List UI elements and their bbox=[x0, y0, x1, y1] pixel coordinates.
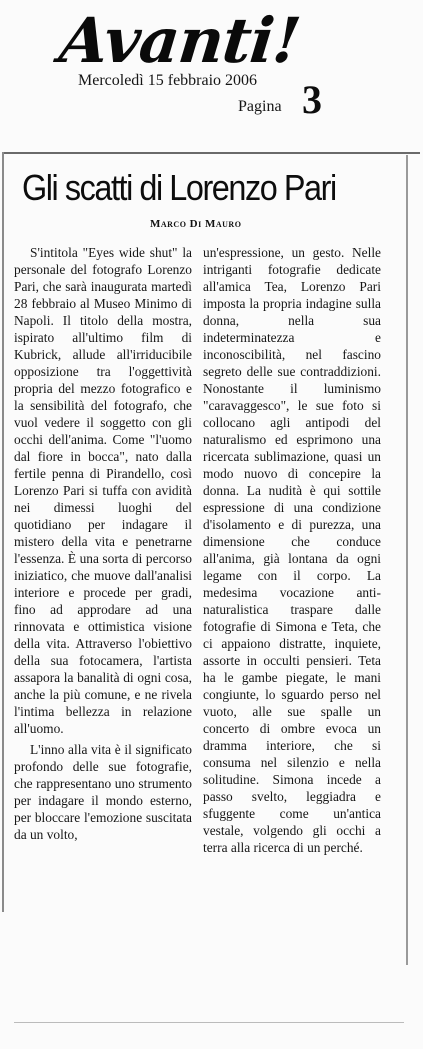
right-border-line bbox=[406, 155, 408, 965]
left-border-line bbox=[2, 152, 4, 912]
bottom-divider bbox=[14, 1022, 404, 1023]
masthead-title: Avanti! bbox=[56, 4, 304, 77]
article-paragraph: S'intitola "Eyes wide shut" la personale del fotografo Lorenzo Pari, che sarà inaugurata martedì 28 febbraio al Museo Minimo di Napoli. Il titolo della mostra, ispirato all'ultimo film di Kubrick, allude all'irriducibile opposizione tra l'oggettività propria del mezzo fotografico e la sensibilità del fotografo, che vuol vedere il soggetto con gli occhi dell'anima. Come "l'uomo dal fiore in bocca", nato dalla fertile penna di Pirandello, così Lorenzo Pari si tuffa con avidità nei dimessi luoghi del quotidiano per indagare il mistero della vita e penetrarne l'essenza. È una sorta di percorso iniziatico, che muove dall'analisi interiore e procede per gradi, fino ad approdare ad una rinnovata e ottimistica visione della vita. Attraverso l'obiettivo della sua fotocamera, l'artista assapora la banalità di ogni cosa, anche la più comune, e ne rivela l'intima bellezza in relazione all'uomo. bbox=[14, 245, 192, 736]
article-column-left bbox=[14, 244, 192, 843]
article-column-right bbox=[203, 244, 381, 856]
top-border-line bbox=[2, 152, 420, 154]
masthead-date: Mercoledì 15 febbraio 2006 bbox=[78, 72, 258, 89]
article-paragraph: L'inno alla vita è il significato profondo delle sue fotografie, che rappresentano uno strumento per indagare il mondo esterno, per bloccare l'emozione suscitata da un volto, bbox=[14, 742, 192, 842]
page-label: Pagina bbox=[238, 98, 282, 115]
article-byline: Marco Di Mauro bbox=[150, 218, 242, 230]
article-headline: Gli scatti di Lorenzo Pari bbox=[22, 167, 336, 208]
page-number: 3 bbox=[302, 77, 322, 122]
article-paragraph: un'espressione, un gesto. Nelle intriganti fotografie dedicate all'amica Tea, Lorenzo Pari imposta la propria indagine sulla donna, nella sua indeterminatezza e inconoscibilità, nel fascino segreto delle sue contraddizioni. Nonostante il luminismo "caravaggesco", le sue foto si collocano agli antipodi del naturalismo ed esprimono una ricercata sublimazione, quasi un modo nuovo di concepire la donna. La nudità è qui sottile espressione di una condizione d'isolamento e di purezza, una dimensione che conduce all'anima, già lontana da ogni legame con il corpo. La medesima vocazione anti-naturalistica traspare dalle fotografie di Simona e Teta, che ci appaiono distratte, inquiete, assorte in occulti pensieri. Teta ha le gambe piegate, le mani congiunte, lo sguardo perso nel vuoto, alle sue spalle un concerto di ombre evoca un dramma interiore, che si consuma nel silenzio e nella solitudine. Simona incede a passo svelto, leggiadra e sfuggente come un'antica vestale, volgendo gli occhi a terra alla ricerca di un perché. bbox=[203, 245, 381, 855]
